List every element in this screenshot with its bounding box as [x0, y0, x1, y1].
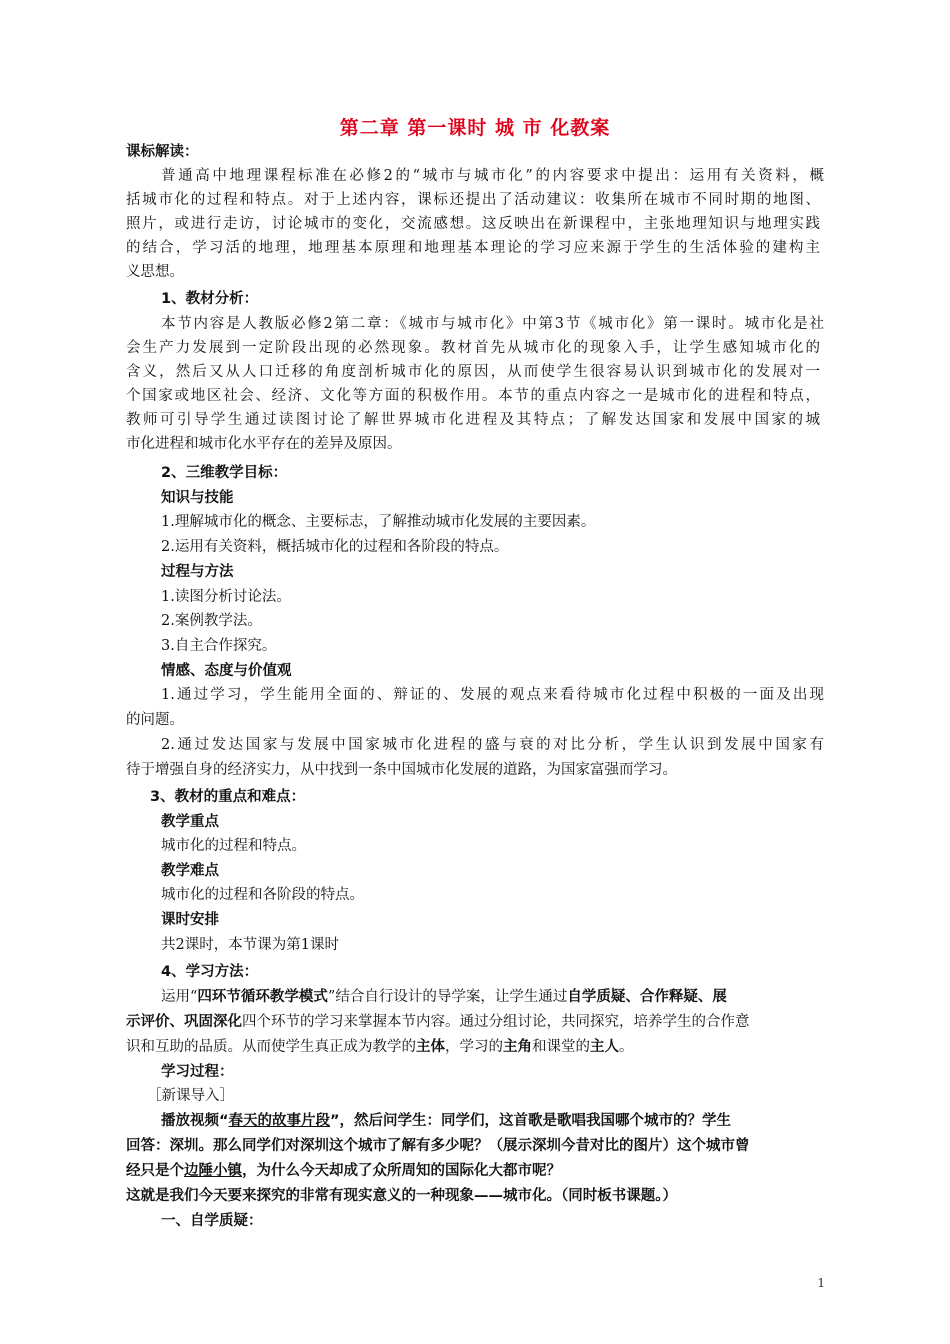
paragraph-line: 共2课时，本节课为第1课时	[161, 937, 339, 953]
list-item: 1.理解城市化的概念、主要标志，了解推动城市化发展的主要因素。	[161, 514, 596, 530]
list-item: 2.案例教学法。	[161, 613, 262, 629]
text-run: 示评价、巩固深化	[126, 1014, 242, 1030]
text-run: 和课堂的	[532, 1039, 590, 1055]
paragraph-line: 的结合，学习活的地理，地理基本原理和地理基本理论的学习应来源于学生的生活体验的建构主	[126, 240, 820, 256]
paragraph-line: 个国家或地区社会、经济、文化等方面的积极作用。本节的重点内容之一是城市化的进程和特点，	[126, 388, 820, 404]
paragraph-line: 市化进程和城市化水平存在的差异及原因。	[126, 436, 402, 452]
text-run: ，为什么今天却成了众所周知的国际化大都市呢？	[242, 1163, 561, 1179]
text-run: 主人	[590, 1039, 619, 1055]
section-heading-1: 1、教材分析：	[161, 291, 259, 307]
text-run: 春天的故事片段	[228, 1113, 331, 1129]
text-run: 四个环节的学习来掌握本节内容。通过分组讨论，共同探究，培养学生的合作意	[242, 1014, 750, 1030]
paragraph-line	[161, 1111, 731, 1131]
paragraph-line	[126, 1012, 750, 1032]
paragraph-line	[126, 1161, 561, 1181]
paragraph-line: 括城市化的过程和特点。对于上述内容，课标还提出了活动建议：收集所在城市不同时期的地图、	[126, 192, 820, 208]
paragraph-line: 会生产力发展到一定阶段出现的必然现象。教材首先从城市化的现象入手，让学生感知城市化的	[126, 340, 820, 356]
text-run: 自学质疑、合作释疑、展	[567, 989, 727, 1005]
text-run: 播放视频“	[161, 1113, 229, 1129]
text-run: 经只是个	[126, 1163, 184, 1179]
paragraph-line: 照片，或进行走访，讨论城市的变化，交流感想。这反映出在新课程中，主张地理知识与地理实践	[126, 216, 820, 232]
subheading-key: 教学重点	[161, 814, 219, 830]
text-run: 四环节循环教学模式	[197, 989, 328, 1005]
text-run: ”结合自行设计的导学案，让学生通过	[327, 989, 568, 1005]
section-heading-4: 4、学习方法：	[161, 964, 259, 980]
subheading-difficulty: 教学难点	[161, 863, 219, 879]
learning-process-heading: 学习过程：	[161, 1064, 234, 1080]
paragraph-line: 待于增强自身的经济实力，从中找到一条中国城市化发展的道路，为国家富强而学习。	[126, 762, 677, 778]
page-number: 1	[817, 1276, 825, 1290]
paragraph-line: 义思想。	[126, 264, 184, 280]
paragraph-line: 本节内容是人教版必修2第二章：《城市与城市化》中第3节《城市化》第一课时。城市化是社	[161, 316, 824, 332]
paragraph-line: 普通高中地理课程标准在必修2的“城市与城市化”的内容要求中提出：运用有关资料，概	[161, 168, 824, 184]
section-heading-standard: 课标解读：	[126, 144, 199, 160]
paragraph-line	[161, 987, 727, 1007]
subheading-emotion: 情感、态度与价值观	[161, 663, 292, 679]
text-run: 主角	[503, 1039, 532, 1055]
paragraph-line: 城市化的过程和特点。	[161, 838, 306, 854]
text-run: 边陲小镇	[184, 1163, 242, 1179]
text-run: 。	[619, 1039, 634, 1055]
page-title: 第二章 第一课时 城 市 化教案	[339, 117, 611, 139]
subheading-process: 过程与方法	[161, 564, 234, 580]
text-run: 运用“	[161, 989, 198, 1005]
paragraph-line: 1.通过学习，学生能用全面的、辩证的、发展的观点来看待城市化过程中积极的一面及出现	[161, 687, 824, 703]
list-item: 2.运用有关资料，概括城市化的过程和各阶段的特点。	[161, 539, 509, 555]
paragraph-line: 城市化的过程和各阶段的特点。	[161, 887, 364, 903]
section-heading-2: 2、三维教学目标：	[161, 465, 288, 481]
text-run: 识和互助的品质。从而使学生真正成为教学的	[126, 1039, 416, 1055]
paragraph-line: 回答：深圳。那么同学们对深圳这个城市了解有多少呢？（展示深圳今昔对比的图片）这个城市曾	[126, 1138, 750, 1154]
section-heading-3: 3、教材的重点和难点：	[150, 789, 306, 805]
text-run: ”，然后问学生：同学们，这首歌是歌唱我国哪个城市的？学生	[330, 1113, 732, 1129]
paragraph-line: 教师可引导学生通过读图讨论了解世界城市化进程及其特点；了解发达国家和发展中国家的城	[126, 412, 820, 428]
paragraph-line	[126, 1037, 634, 1057]
subheading-schedule: 课时安排	[161, 912, 219, 928]
list-item: 1.读图分析讨论法。	[161, 589, 291, 605]
text-run: ，学习的	[445, 1039, 503, 1055]
paragraph-line: 这就是我们今天要来探究的非常有现实意义的一种现象——城市化。（同时板书课题。）	[126, 1188, 677, 1204]
self-study-heading: 一、自学质疑：	[161, 1213, 263, 1229]
subheading-knowledge: 知识与技能	[161, 490, 234, 506]
paragraph-line: 含义，然后又从人口迁移的角度剖析城市化的原因，从而使学生很容易认识到城市化的发展对一	[126, 364, 820, 380]
text-run: 主体	[416, 1039, 445, 1055]
paragraph-line: 2.通过发达国家与发展中国家城市化进程的盛与衰的对比分析，学生认识到发展中国家有	[161, 737, 824, 753]
paragraph-line: 的问题。	[126, 712, 184, 728]
new-lesson-label: ［新课导入］	[147, 1088, 234, 1104]
list-item: 3.自主合作探究。	[161, 638, 277, 654]
